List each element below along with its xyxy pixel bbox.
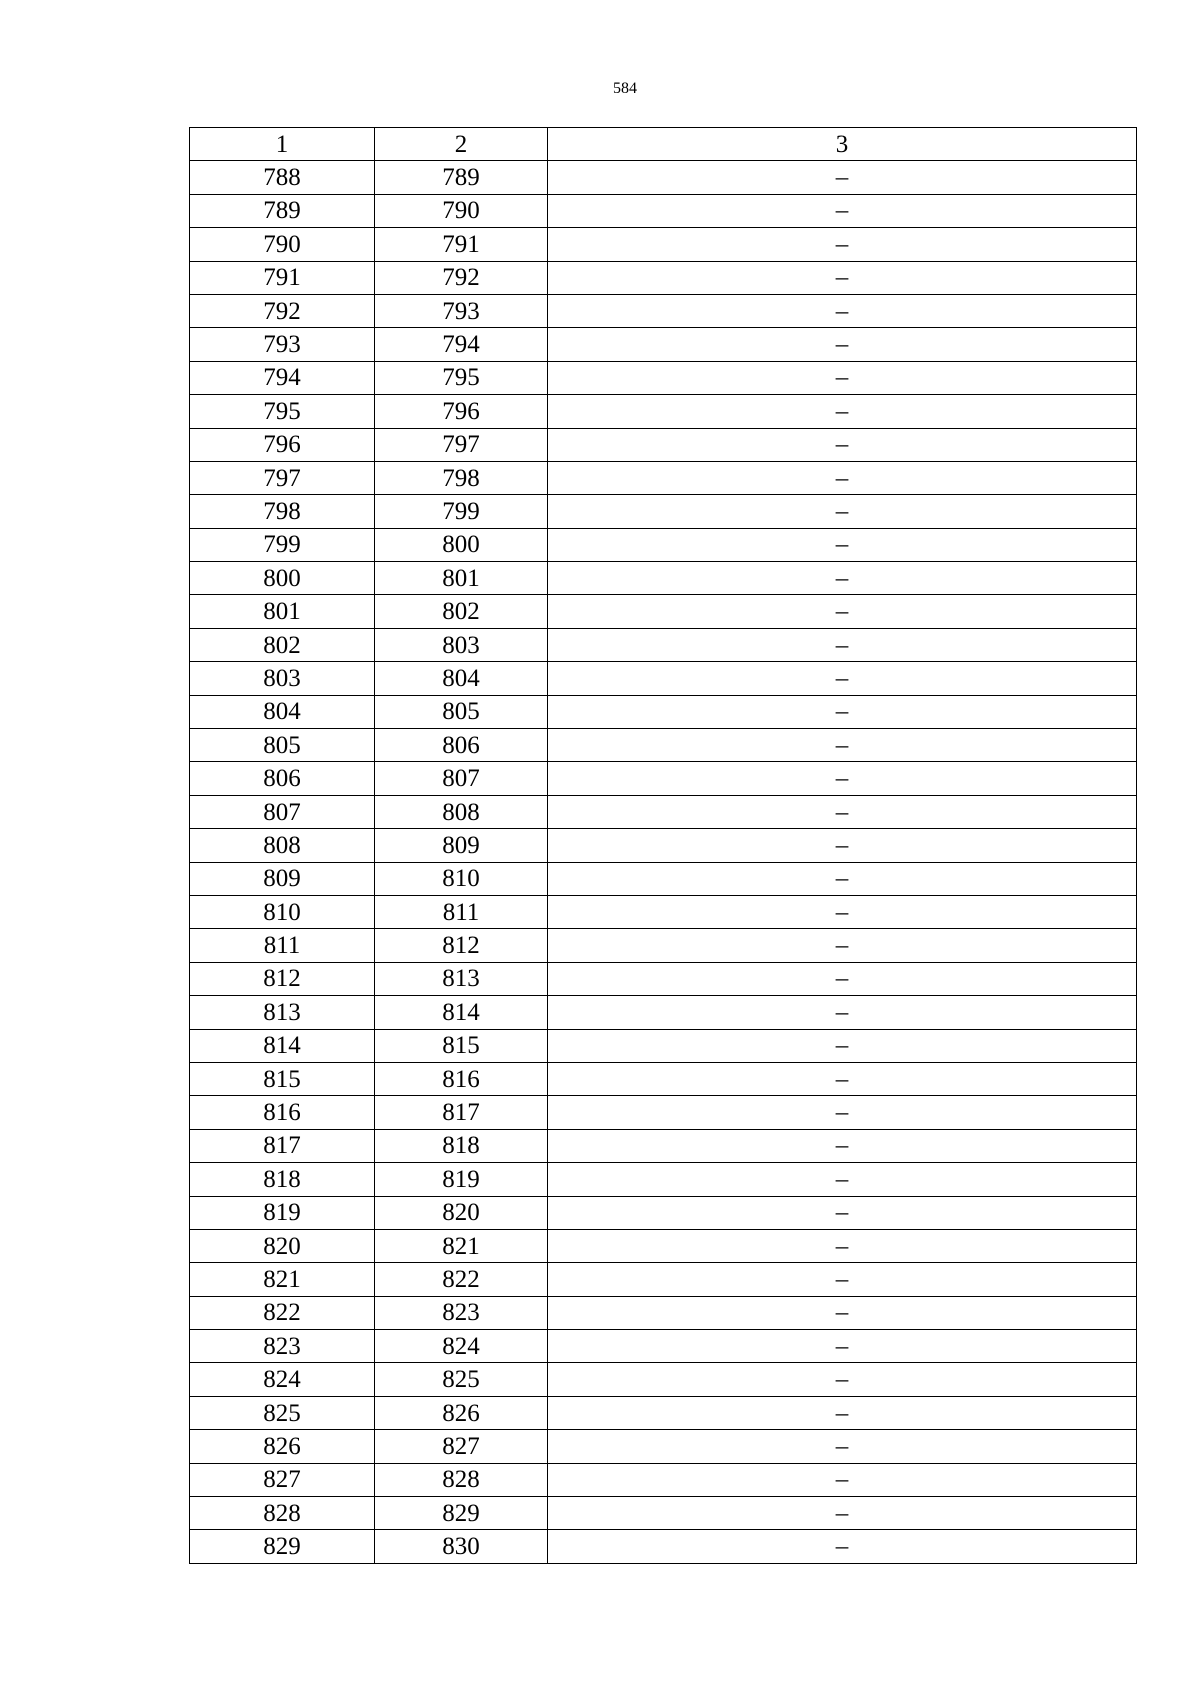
table-cell-col-3: – [548,261,1137,294]
table-cell-col-2: 829 [375,1497,548,1530]
table-cell-col-2: 820 [375,1196,548,1229]
table-cell-col-2: 809 [375,829,548,862]
table-row [190,1430,1137,1463]
table-cell-col-3: – [548,228,1137,261]
table-row [190,1463,1137,1496]
table-cell-col-3: – [548,1330,1137,1363]
table-cell-col-3: – [548,1029,1137,1062]
table-cell-col-3: – [548,729,1137,762]
table-row [190,1062,1137,1095]
table-cell-col-1: 816 [190,1096,375,1129]
table-row [190,1330,1137,1363]
table-cell-col-1: 811 [190,929,375,962]
table-row [190,1029,1137,1062]
table-cell-col-3: – [548,1296,1137,1329]
table-cell-col-1: 796 [190,428,375,461]
table-cell-col-2: 798 [375,461,548,494]
table-cell-col-2: 824 [375,1330,548,1363]
table-cell-col-2: 817 [375,1096,548,1129]
table-cell-col-1: 815 [190,1062,375,1095]
table-cell-col-2: 807 [375,762,548,795]
table-row [190,495,1137,528]
table-cell-col-1: 794 [190,361,375,394]
table-cell-col-2: 830 [375,1530,548,1563]
table-cell-col-1: 802 [190,628,375,661]
table-row [190,929,1137,962]
table-row [190,762,1137,795]
table-row [190,1363,1137,1396]
table-cell-col-1: 804 [190,695,375,728]
table-cell-col-3: – [548,1062,1137,1095]
table-row [190,862,1137,895]
table-cell-col-3: – [548,1530,1137,1563]
table-row [190,361,1137,394]
table-cell-col-2: 796 [375,395,548,428]
table-row [190,1530,1137,1563]
table-cell-col-1: 800 [190,562,375,595]
table-cell-col-3: – [548,194,1137,227]
table-cell-col-3: – [548,795,1137,828]
table-row [190,528,1137,561]
table-cell-col-1: 795 [190,395,375,428]
table-cell-col-1: 817 [190,1129,375,1162]
table-cell-col-3: – [548,1163,1137,1196]
table-row [190,1263,1137,1296]
table-row [190,1196,1137,1229]
table-cell-col-3: – [548,1363,1137,1396]
table-cell-col-2: 819 [375,1163,548,1196]
table-cell-col-1: 808 [190,829,375,862]
table-cell-col-3: – [548,628,1137,661]
table-cell-col-2: 802 [375,595,548,628]
column-header-1: 1 [190,128,375,161]
table-cell-col-2: 808 [375,795,548,828]
table-cell-col-1: 826 [190,1430,375,1463]
page-number: 584 [613,80,637,97]
table-row [190,1163,1137,1196]
table-cell-col-3: – [548,1196,1137,1229]
table-cell-col-1: 799 [190,528,375,561]
table-cell-col-3: – [548,829,1137,862]
table-cell-col-1: 809 [190,862,375,895]
table-cell-col-1: 797 [190,461,375,494]
table-cell-col-2: 813 [375,962,548,995]
table-cell-col-3: – [548,294,1137,327]
table-cell-col-2: 803 [375,628,548,661]
table-cell-col-1: 829 [190,1530,375,1563]
table-cell-col-2: 799 [375,495,548,528]
table-cell-col-1: 790 [190,228,375,261]
table-row [190,228,1137,261]
table-row [190,328,1137,361]
table-row [190,895,1137,928]
table-row [190,1096,1137,1129]
table-cell-col-2: 801 [375,562,548,595]
table-cell-col-1: 812 [190,962,375,995]
table-cell-col-2: 793 [375,294,548,327]
table-row [190,662,1137,695]
table-row [190,595,1137,628]
table-cell-col-1: 821 [190,1263,375,1296]
table-cell-col-3: – [548,562,1137,595]
table-cell-col-1: 822 [190,1296,375,1329]
table-row [190,628,1137,661]
table-row [190,1229,1137,1262]
table-row [190,1129,1137,1162]
table-cell-col-3: – [548,1430,1137,1463]
table-cell-col-2: 806 [375,729,548,762]
table-cell-col-2: 818 [375,1129,548,1162]
table-cell-col-2: 792 [375,261,548,294]
table-cell-col-1: 819 [190,1196,375,1229]
table-row [190,461,1137,494]
table-row [190,962,1137,995]
table-cell-col-3: – [548,361,1137,394]
table-cell-col-3: – [548,1263,1137,1296]
table-cell-col-1: 818 [190,1163,375,1196]
table-cell-col-3: – [548,328,1137,361]
table-cell-col-3: – [548,428,1137,461]
table-header-row [190,128,1137,161]
table-cell-col-2: 826 [375,1396,548,1429]
table-cell-col-1: 813 [190,996,375,1029]
table-cell-col-3: – [548,1129,1137,1162]
table-cell-col-1: 807 [190,795,375,828]
table-cell-col-2: 825 [375,1363,548,1396]
table-row [190,1497,1137,1530]
table-cell-col-1: 827 [190,1463,375,1496]
table-cell-col-1: 805 [190,729,375,762]
table-cell-col-2: 791 [375,228,548,261]
table-cell-col-3: – [548,996,1137,1029]
table-row [190,829,1137,862]
table-cell-col-2: 811 [375,895,548,928]
table-cell-col-2: 814 [375,996,548,1029]
table-row [190,795,1137,828]
table-cell-col-3: – [548,161,1137,194]
table-row [190,729,1137,762]
table-cell-col-3: – [548,662,1137,695]
table-cell-col-1: 792 [190,294,375,327]
table-cell-col-3: – [548,395,1137,428]
table-row [190,1396,1137,1429]
table-cell-col-1: 801 [190,595,375,628]
table-cell-col-3: – [548,1497,1137,1530]
table-cell-col-1: 825 [190,1396,375,1429]
table-cell-col-2: 805 [375,695,548,728]
table-cell-col-1: 814 [190,1029,375,1062]
table-cell-col-2: 822 [375,1263,548,1296]
table-body [190,161,1137,1563]
table-cell-col-3: – [548,862,1137,895]
table-cell-col-1: 788 [190,161,375,194]
table-row [190,562,1137,595]
table-cell-col-2: 828 [375,1463,548,1496]
table-cell-col-2: 789 [375,161,548,194]
table-row [190,695,1137,728]
table-cell-col-2: 812 [375,929,548,962]
table-row [190,996,1137,1029]
table-cell-col-3: – [548,962,1137,995]
table-cell-col-2: 797 [375,428,548,461]
table-cell-col-2: 815 [375,1029,548,1062]
table-cell-col-2: 800 [375,528,548,561]
table-cell-col-3: – [548,1229,1137,1262]
table-cell-col-1: 820 [190,1229,375,1262]
table-cell-col-2: 823 [375,1296,548,1329]
table-cell-col-1: 823 [190,1330,375,1363]
table-cell-col-3: – [548,595,1137,628]
table-cell-col-3: – [548,695,1137,728]
table-row [190,261,1137,294]
table-cell-col-1: 810 [190,895,375,928]
table-cell-col-1: 798 [190,495,375,528]
table-row [190,395,1137,428]
table-cell-col-3: – [548,1396,1137,1429]
table-cell-col-1: 789 [190,194,375,227]
table-cell-col-2: 790 [375,194,548,227]
table-cell-col-3: – [548,528,1137,561]
table-cell-col-2: 816 [375,1062,548,1095]
table-cell-col-3: – [548,1463,1137,1496]
table-cell-col-2: 795 [375,361,548,394]
table-cell-col-1: 806 [190,762,375,795]
table-cell-col-3: – [548,929,1137,962]
table-cell-col-2: 804 [375,662,548,695]
table-row [190,194,1137,227]
table-cell-col-3: – [548,895,1137,928]
table-cell-col-1: 824 [190,1363,375,1396]
column-header-2: 2 [375,128,548,161]
column-header-3: 3 [548,128,1137,161]
table-row [190,294,1137,327]
table-cell-col-3: – [548,461,1137,494]
table-cell-col-1: 803 [190,662,375,695]
data-table [189,127,1137,1564]
table-cell-col-1: 828 [190,1497,375,1530]
table-row [190,161,1137,194]
table-cell-col-3: – [548,762,1137,795]
table-row [190,1296,1137,1329]
table-cell-col-3: – [548,1096,1137,1129]
table-cell-col-2: 821 [375,1229,548,1262]
table-cell-col-2: 810 [375,862,548,895]
table-cell-col-3: – [548,495,1137,528]
table-cell-col-1: 793 [190,328,375,361]
table-cell-col-1: 791 [190,261,375,294]
table-cell-col-2: 827 [375,1430,548,1463]
table-cell-col-2: 794 [375,328,548,361]
table-row [190,428,1137,461]
